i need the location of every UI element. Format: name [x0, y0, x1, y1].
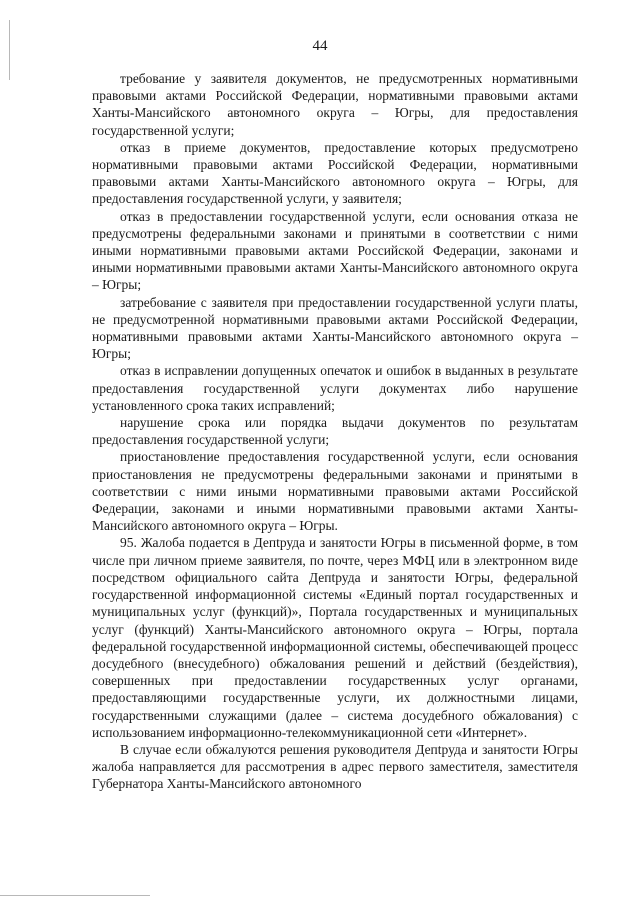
paragraph: отказ в исправлении допущенных опечаток и ошибок в выданных в результате предоставления государственной услуги документах либо нарушение установленного срока таких исправлений;: [92, 363, 578, 413]
document-body: [92, 70, 578, 793]
paragraph: отказ в предоставлении государственной услуги, если основания отказа не предусмотрены федеральными законами и принятыми в соответствии с ними иными нормативными правовыми актами Российской Федерации, законами и иными нормативными правовыми актами Ханты-Мансийского автономного округа – Югры;: [92, 208, 578, 293]
paragraph: отказ в приеме документов, предоставление которых предусмотрено нормативными правовыми актами Российской Федерации, нормативными правовыми актами Ханты-Мансийского автономного округа – Югры, для предоставления государственной услуги, у заявителя;: [92, 139, 578, 207]
scan-edge-mark: [0, 895, 150, 896]
paragraph: В случае если обжалуются решения руководителя Депtруда и занятости Югры жалоба направляется для рассмотрения в адрес первого заместителя, заместителя Губернатора Ханты-Мансийского автономного: [92, 741, 578, 792]
paragraph: требование у заявителя документов, не предусмотренных нормативными правовыми актами Российской Федерации, нормативными правовыми актами Ханты-Мансийского автономного округа – Югры, для предоставления государственной услуги;: [92, 71, 578, 138]
paragraph-95: 95. Жалоба подается в Депtруда и занятости Югры в письменной форме, в том числе при личном приеме заявителя, по почте, через МФЦ или в электронном виде посредством официального сайта Депtруда и занятости Югры, федеральной государственной информационной системы «Единый портал государственных и муниципальных услуг (функций)», Портала государственных и муниципальных услуг (функций) Ханты-Мансийского автономного округа – Югры, портала федеральной государственной информационной системы, обеспечивающей процесс досудебного (внесудебного) обжалования решений и действий (бездействия), совершенных при предоставлении государственных услуг органами, предоставляющими государственные услуги, их должностными лицами, государственными служащими (далее – система досудебного обжалования) с использованием информационно-телекоммуникационной сети «Интернет».: [92, 535, 578, 740]
paragraph: приостановление предоставления государственной услуги, если основания приостановления не предусмотрены федеральными законами и принятыми в соответствии с ними иными нормативными правовыми актами Российской Федерации, законами и иными нормативными правовыми актами Ханты-Мансийского автономного округа – Югры.: [92, 449, 578, 534]
paragraph: затребование с заявителя при предоставлении государственной услуги платы, не предусмотренной нормативными правовыми актами Российской Федерации, нормативными правовыми актами Ханты-Мансийского автономного округа – Югры;: [92, 294, 578, 362]
page-number: 44: [312, 38, 328, 54]
paragraph: нарушение срока или порядка выдачи документов по результатам предоставления государственной услуги;: [92, 415, 578, 448]
